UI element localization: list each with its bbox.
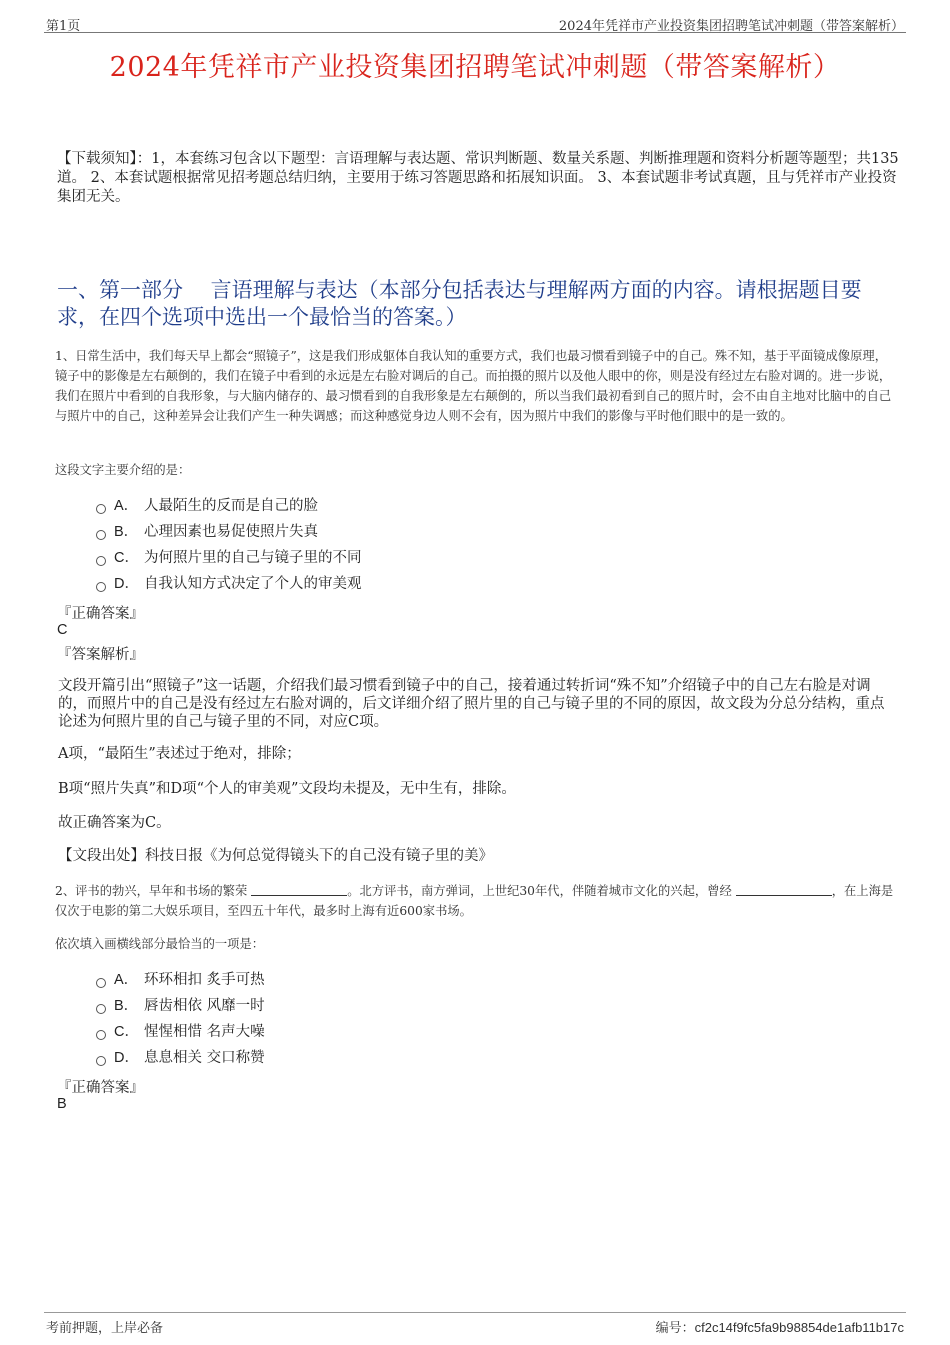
radio-icon[interactable] [96,504,106,514]
radio-icon[interactable] [96,1004,106,1014]
blank-2 [736,883,832,896]
answer-label: 『正确答案』 [57,1080,144,1096]
analysis-option-bd: B项“照片失真”和D项“个人的审美观”文段均未提及，无中生有，排除。 [58,781,516,797]
analysis-label: 『答案解析』 [57,647,144,663]
question-1-options [96,493,596,597]
option-a[interactable]: A． 环环相扣 炙手可热 [96,967,596,993]
section-title: 一、第一部分 言语理解与表达（本部分包括表达与理解两方面的内容。请根据题目要求，在四个选项中选出一个最恰当的答案。） [57,278,862,329]
option-a[interactable]: A． 人最陌生的反而是自己的脸 [96,493,596,519]
analysis-option-a: A项，“最陌生”表述过于绝对，排除； [58,746,301,762]
analysis-conclusion: 故正确答案为C。 [58,815,171,831]
footer-slogan: 考前押题，上岸必备 [46,1321,164,1336]
answer-value: B [57,1096,67,1112]
page-title: 2024年凭祥市产业投资集团招聘笔试冲刺题（带答案解析） [109,52,841,83]
radio-icon[interactable] [96,1030,106,1040]
radio-icon[interactable] [96,1056,106,1066]
download-notice: 【下载须知】：1，本套练习包含以下题型：言语理解与表达题、常识判断题、数量关系题、判断推理题和资料分析题等题型；共135道。 2、本套试题根据常见招考题总结归纳，主要用于练习答题思路和拓展知识面。 3、本套试题非考试真题，且与凭祥市产业投资集团无关。 [57,151,899,205]
header-doc-title: 2024年凭祥市产业投资集团招聘笔试冲刺题（带答案解析） [558,19,904,34]
question-1-text: 1、日常生活中，我们每天早上都会“照镜子”，这是我们形成躯体自我认知的重要方式，我们也最习惯看到镜子中的自己。殊不知，基于平面镜成像原理，镜子中的影像是左右颠倒的，我们在镜子中看到的永远是左右脸对调后的自己。而拍摄的照片以及他人眼中的你，则是没有经过左右脸对调的。进一步说，我们在照片中看到的自我形象，与大脑内储存的、最习惯看到的自我形象是左右颠倒的，所以当我们最初看到自己的照片时，会不由自主地对比脑中的自己与照片中的自己，这种差异会让我们产生一种失调感；而这种感觉身边人则不会有，因为照片中我们的影像与平时他们眼中的是一致的。 [55,349,892,423]
analysis-text: 文段开篇引出“照镜子”这一话题，介绍我们最习惯看到镜子中的自己，接着通过转折词“殊不知”介绍镜子中的自己左右脸是对调的，而照片中的自己是没有经过左右脸对调的，后文详细介绍了照片里的自己与镜子里的不同的原因，故文段为分总分结构，重点论述为何照片里的自己与镜子里的不同，对应C项。 [58,678,885,730]
page-footer [44,1312,906,1336]
blank-1 [251,883,347,896]
radio-icon[interactable] [96,530,106,540]
question-1-prompt: 这段文字主要介绍的是： [55,463,191,477]
text-source: 【文段出处】科技日报《为何总觉得镜头下的自己没有镜子里的美》 [58,848,493,864]
radio-icon[interactable] [96,582,106,592]
question-2-prompt: 依次填入画横线部分最恰当的一项是： [55,937,265,951]
option-b[interactable]: B． 心理因素也易促使照片失真 [96,519,596,545]
option-c[interactable]: C． 为何照片里的自己与镜子里的不同 [96,545,596,571]
radio-icon[interactable] [96,978,106,988]
question-2-options [96,967,596,1071]
answer-value: C [57,622,68,638]
option-d[interactable]: D． 息息相关 交口称赞 [96,1045,596,1071]
option-c[interactable]: C． 惺惺相惜 名声大噪 [96,1019,596,1045]
radio-icon[interactable] [96,556,106,566]
answer-label: 『正确答案』 [57,606,144,622]
page-header [44,12,906,33]
footer-code: 编号：cf2c14f9fc5fa9b98854de1afb11b17c [655,1320,904,1336]
page-number: 第1页 [46,19,81,34]
option-b[interactable]: B． 唇齿相依 风靡一时 [96,993,596,1019]
question-2-text: 2、评书的勃兴，早年和书场的繁荣 。北方评书，南方弹词，上世纪30年代，伴随着城市文化的兴起，曾经 ，在上海是仅次于电影的第二大娱乐项目，至四五十年代，最多时上海有近600家书场。 [55,884,894,918]
option-d[interactable]: D． 自我认知方式决定了个人的审美观 [96,571,596,597]
